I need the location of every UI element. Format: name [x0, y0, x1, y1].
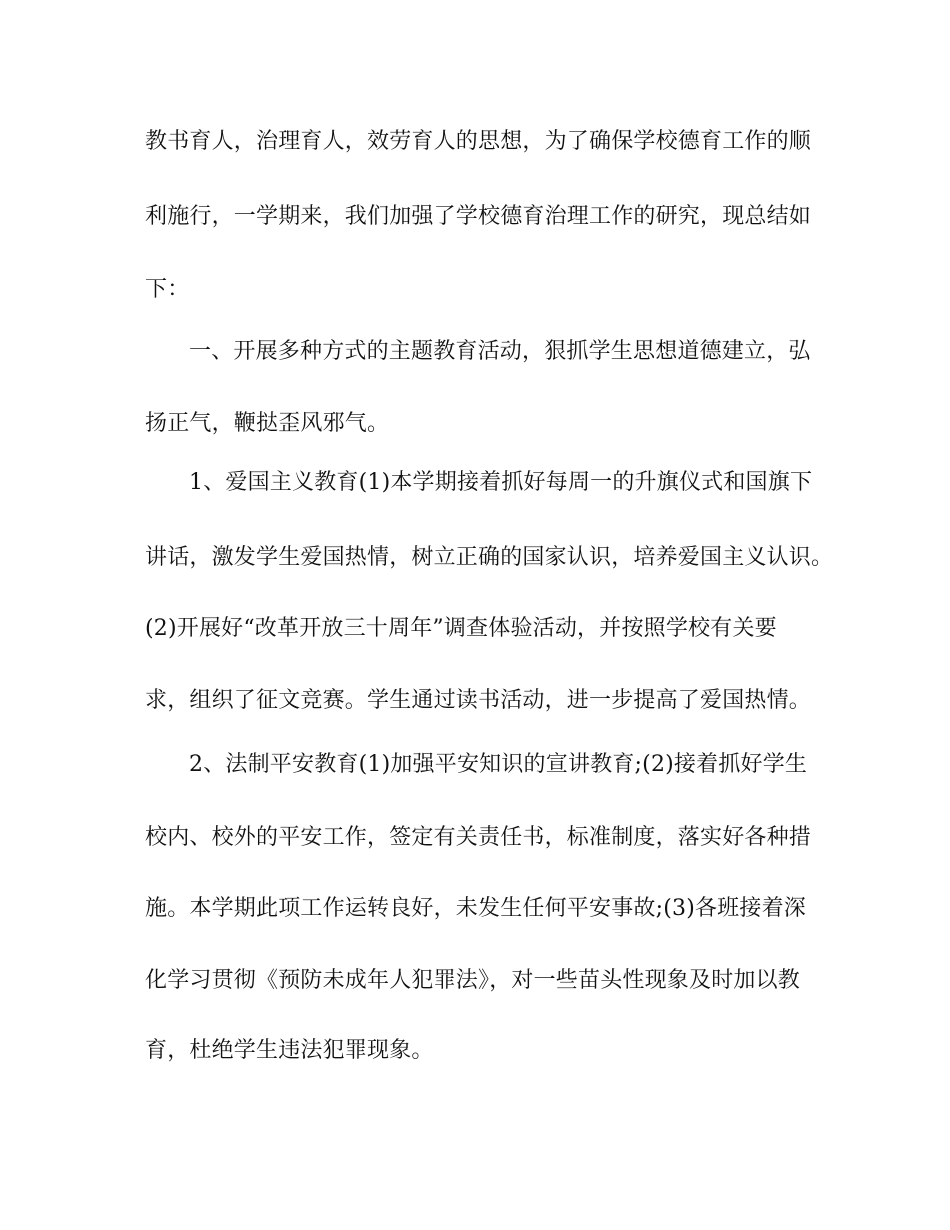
text-line: 求，组织了征文竞赛。学生通过读书活动，进一步提高了爱国热情。 [145, 688, 812, 713]
text-line: 施。本学期此项工作运转良好，未发生任何平安事故;(3)各班接着深 [145, 896, 806, 921]
text-line: 利施行，一学期来，我们加强了学校德育治理工作的研究，现总结如 [145, 204, 812, 229]
text-line: 教书育人，治理育人，效劳育人的思想，为了确保学校德育工作的顺 [145, 129, 812, 154]
text-line: (2)开展好“改革开放三十周年”调查体验活动，并按照学校有关要 [145, 616, 777, 641]
subsection-heading: 1、爱国主义教育(1)本学期接着抓好每周一的升旗仪式和国旗下 [189, 470, 813, 495]
section-heading: 一、开展多种方式的主题教育活动，狠抓学生思想道德建立，弘 [189, 339, 811, 364]
text-line: 讲话，激发学生爱国热情，树立正确的国家认识，培养爱国主义认识。 [145, 545, 834, 570]
subsection-heading: 2、法制平安教育(1)加强平安知识的宣讲教育;(2)接着抓好学生 [189, 752, 808, 777]
text-line: 扬正气，鞭挞歪风邪气。 [145, 411, 390, 436]
text-line: 下： [145, 277, 190, 302]
text-line: 化学习贯彻《预防未成年人犯罪法》，对一些苗头性现象及时加以教 [145, 968, 801, 993]
text-line: 育，杜绝学生违法犯罪现象。 [145, 1038, 434, 1063]
text-line: 校内、校外的平安工作，签定有关责任书，标准制度，落实好各种措 [145, 825, 812, 850]
